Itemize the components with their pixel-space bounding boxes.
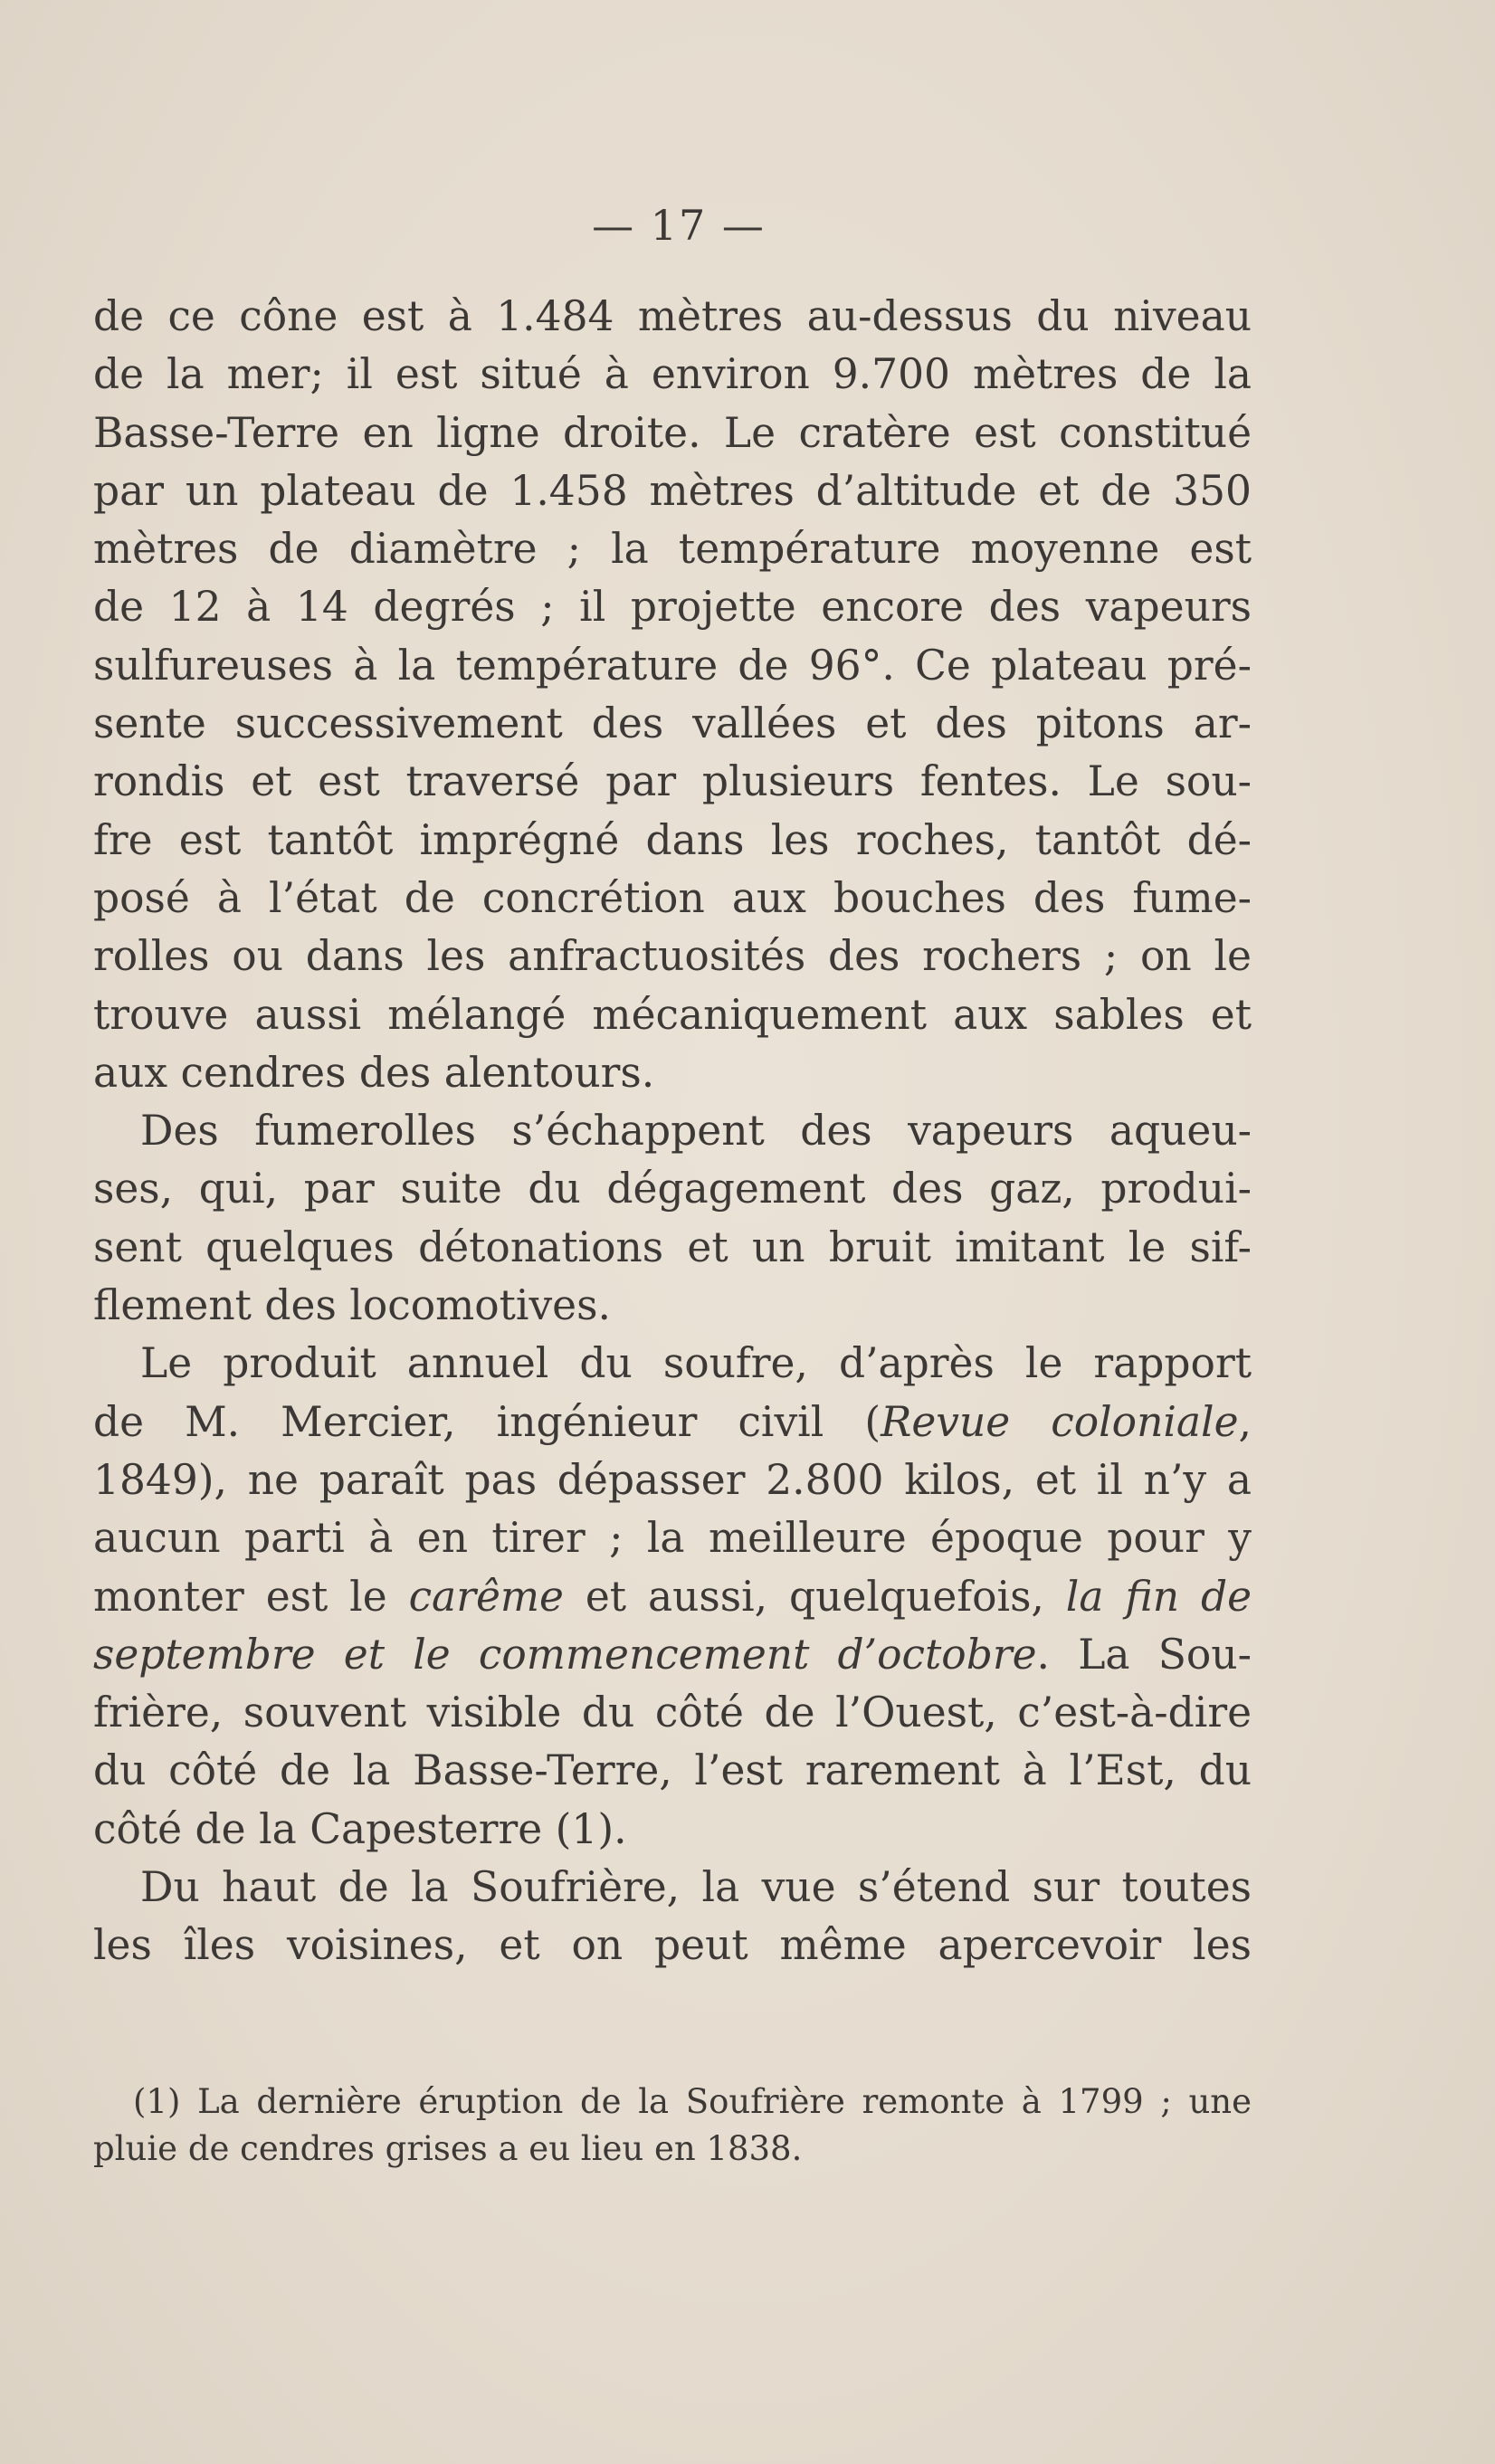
text-line: fre est tantôt imprégné dans les roches, tantôt dé-	[93, 815, 1252, 864]
text-line: Basse-Terre en ligne droite. Le cratère est constitué	[93, 408, 1252, 457]
text-line: flement des locomotives.	[93, 1281, 611, 1330]
text-line: de ce cône est à 1.484 mètres au-dessus du niveau	[93, 292, 1252, 340]
italic-text: carême	[408, 1572, 564, 1621]
text-line: aucun parti à en tirer ; la meilleure époque pour y	[93, 1514, 1252, 1563]
text-run: ,	[1238, 1397, 1252, 1446]
text-line: rolles ou dans les anfractuosités des rochers ; on le	[93, 932, 1252, 981]
footnote	[93, 2079, 1252, 2173]
italic-text: la fin de	[1065, 1572, 1252, 1621]
italic-text: septembre et le commencement d’octobre	[93, 1630, 1037, 1679]
text-run: et aussi, quelquefois,	[563, 1572, 1066, 1621]
text-run: monter est le	[93, 1572, 409, 1621]
text-line: Des fumerolles s’échappent des vapeurs aqueu-	[140, 1107, 1252, 1156]
text-line: Du haut de la Soufrière, la vue s’étend sur toutes	[140, 1863, 1252, 1912]
text-line: par un plateau de 1.458 mètres d’altitude et de 350	[93, 466, 1252, 515]
text-line: sente successivement des vallées et des pitons ar-	[93, 699, 1252, 748]
text-line: mètres de diamètre ; la température moyenne est	[93, 525, 1252, 574]
body-text	[93, 288, 1252, 1975]
text-line: rondis et est traversé par plusieurs fentes. Le sou-	[93, 757, 1252, 806]
text-line: de la mer; il est situé à environ 9.700 mètres de la	[93, 350, 1252, 399]
text-line	[93, 1568, 1252, 1626]
text-line: du côté de la Basse-Terre, l’est rarement à l’Est, du	[93, 1746, 1252, 1795]
footnote-line: (1) La dernière éruption de la Soufrière remonte à 1799 ; une	[133, 2082, 1252, 2121]
text-line: 1849), ne paraît pas dépasser 2.800 kilos, et il n’y a	[93, 1455, 1252, 1504]
page-number: — 17 —	[592, 201, 766, 250]
text-line: aux cendres des alentours.	[93, 1048, 655, 1097]
text-line: de 12 à 14 degrés ; il projette encore des vapeurs	[93, 583, 1252, 632]
italic-title: Revue coloniale	[881, 1397, 1239, 1446]
text-line: les îles voisines, et on peut même apercevoir les	[93, 1921, 1252, 1970]
text-run: . La Sou-	[1036, 1630, 1252, 1679]
text-line: Le produit annuel du soufre, d’après le rapport	[140, 1339, 1252, 1388]
footnote-line: pluie de cendres grises a eu lieu en 1838.	[93, 2129, 803, 2168]
text-line: côté de la Capesterre (1).	[93, 1804, 627, 1853]
text-run: de M. Mercier, ingénieur civil (	[93, 1397, 881, 1446]
text-line: sent quelques détonations et un bruit imitant le sif-	[93, 1222, 1252, 1271]
text-line: frière, souvent visible du côté de l’Ouest, c’est-à-dire	[93, 1689, 1252, 1737]
text-line	[93, 1394, 1252, 1451]
text-line: posé à l’état de concrétion aux bouches des fume-	[93, 873, 1252, 922]
text-line: trouve aussi mélangé mécaniquement aux sables et	[93, 990, 1252, 1039]
text-line: ses, qui, par suite du dégagement des gaz, produi-	[93, 1165, 1252, 1213]
text-line: sulfureuses à la température de 96°. Ce plateau pré-	[93, 641, 1252, 690]
text-line	[93, 1626, 1252, 1684]
